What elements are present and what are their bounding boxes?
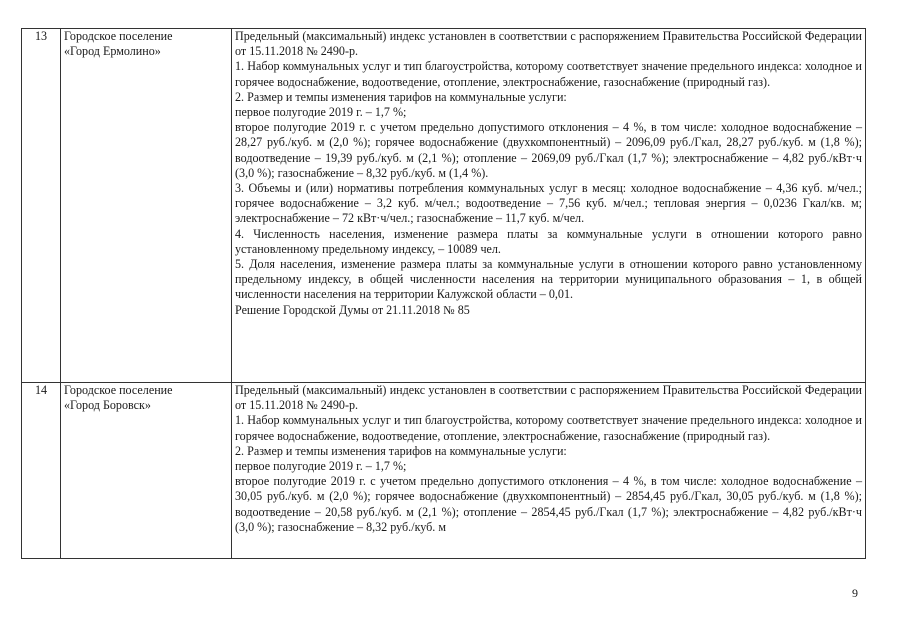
tariff-heading-text: 2. Размер и темпы изменения тарифов на коммунальные услуги: [235,443,567,458]
settlement-type: Городское поселение [64,29,173,43]
page-number: 9 [852,586,858,600]
decision-reference-text: Решение Городской Думы от 21.11.2018 № 85 [235,302,470,317]
second-half-text: второе полугодие 2019 г. с учетом предельно допустимого отклонения – 4 %, в том числе: холодное водоснабжение – 28,27 руб./куб. м (2,0 %); горячее водоснабжение (двухкомпонентный) – 2096,09 руб./Гкал, 28,27 руб./куб. м (1,8 %); водоотведение – 19,39 руб./куб. м (2,1 %); отопление – 2069,09 руб./Гкал (1,7 %); электроснабжение – 4,82 руб./кВт·ч (3,0 %); газоснабжение – 8,32 руб./куб. м (1,4 %). [235,120,862,180]
first-half-text: первое полугодие 2019 г. – 1,7 %; [235,105,407,120]
services-set-text: 1. Набор коммунальных услуг и тип благоустройства, которому соответствует значение предельного индекса: холодное и горячее водоснабжение, водоотведение, отопление, электроснабжение, газоснабжение (природный газ). [235,413,862,443]
tariff-description [232,383,866,559]
first-half-text: первое полугодие 2019 г. – 1,7 %; [235,459,407,474]
tariff-heading-text: 2. Размер и темпы изменения тарифов на коммунальные услуги: [235,89,567,104]
index-basis-text: Предельный (максимальный) индекс установлен в соответствии с распоряжением Правительства Российской Федерации от 15.11.2018 № 2490-р. [235,383,862,413]
row-number: 13 [22,29,61,383]
settlement-type: Городское поселение [64,383,173,397]
tariff-description [232,29,866,383]
table-row [22,29,866,383]
table-row [22,383,866,559]
index-basis-text: Предельный (максимальный) индекс установлен в соответствии с распоряжением Правительства Российской Федерации от 15.11.2018 № 2490-р. [235,29,862,59]
services-set-text: 1. Набор коммунальных услуг и тип благоустройства, которому соответствует значение предельного индекса: холодное и горячее водоснабжение, водоотведение, отопление, электроснабжение, газоснабжение (природный газ). [235,59,862,89]
settlement-title: «Город Ермолино» [64,44,161,59]
population-share-text: 5. Доля населения, изменение размера платы за коммунальные услуги в отношении которого равно установленному предельному индексу, в общей численности населения на территории муниципального образования – 1, в общей численности населения на территории Калужской области – 0,01. [235,257,862,302]
settlement-name [61,29,232,383]
consumption-norms-text: 3. Объемы и (или) нормативы потребления коммунальных услуг в месяц: холодное водоснабжение – 4,36 куб. м/чел.; горячее водоснабжение – 3,2 куб. м/чел.; водоотведение – 7,56 куб. м/чел.; тепловая энергия – 0,0236 Гкал/кв. м; электроснабжение – 72 кВт·ч/чел.; газоснабжение – 11,7 куб. м/чел. [235,181,862,226]
row-number: 14 [22,383,61,559]
tariff-table [21,28,866,559]
settlement-name [61,383,232,559]
population-text: 4. Численность населения, изменение размера платы за коммунальные услуги в отношении которого равно установленному предельному индексу, – 10089 чел. [235,226,862,256]
settlement-title: «Город Боровск» [64,398,151,413]
second-half-text: второе полугодие 2019 г. с учетом предельно допустимого отклонения – 4 %, в том числе: холодное водоснабжение – 30,05 руб./куб. м (2,0 %); горячее водоснабжение (двухкомпонентный) – 2854,45 руб./Гкал, 30,05 руб./куб. м (1,8 %); водоотведение – 20,58 руб./куб. м (2,1 %); отопление – 2854,45 руб./Гкал (1,7 %); электроснабжение – 4,82 руб./кВт·ч (3,0 %); газоснабжение – 8,32 руб./куб. м [235,474,862,534]
